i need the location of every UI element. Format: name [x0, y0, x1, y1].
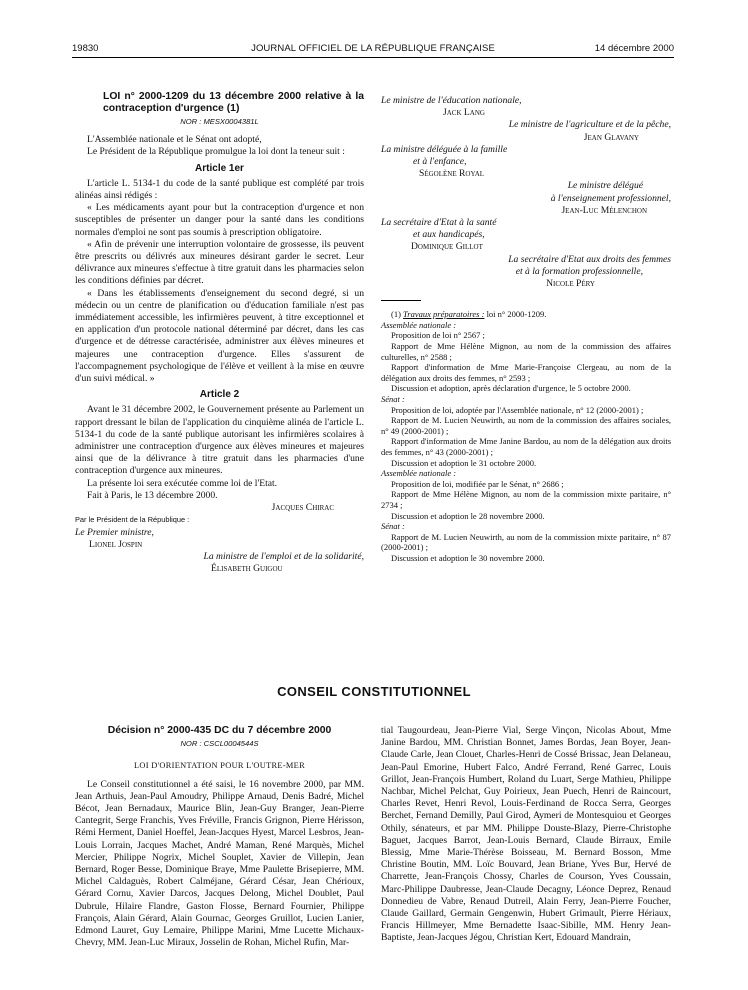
education-minister-title: Le ministre de l'éducation nationale, — [381, 95, 522, 106]
loi-column-left — [75, 91, 364, 575]
enseignement-minister-name: Jean-Luc Mélenchon — [561, 204, 647, 216]
notes-entry: Rapport de Mme Hélène Mignon, au nom de la commission des affaires culturelles, n° 2588 ; — [381, 341, 671, 362]
page-header — [72, 43, 674, 57]
conseil-heading: CONSEIL CONSTITUTIONNEL — [277, 684, 471, 699]
header-date: 14 décembre 2000 — [594, 43, 674, 54]
notes-entry: Rapport de M. Lucien Neuwirth, au nom de la commission des affaires sociales, n° 49 (2000-2001) ; — [381, 415, 671, 436]
emploi-minister-title: La ministre de l'emploi et de la solidarité, — [203, 550, 364, 562]
notes-section-heading: Sénat : — [381, 521, 405, 532]
article-1-para: « Dans les établissements d'enseignement du second degré, si un médecin ou un centre de planification ou d'éducation familiale n'est pas immédiatement accessible, les infirmières peuvent, à titre exceptionnel et en application d'un protocole national déterminé par décret, dans les cas d'urgence et de détresse caractérisée, administrer aux élèves mineures et majeures une contraception d'urgence. Elles s'assurent de l'accompagnement psychologique de l'élève et veillent à la mise en œuvre d'un suivi médical. » — [75, 287, 364, 385]
notes-section-heading: Assemblée nationale : — [381, 319, 457, 330]
notes-entry: Proposition de loi, modifiée par le Sénat, n° 2686 ; — [391, 478, 564, 489]
loi-intro-1: L'Assemblée nationale et le Sénat ont adopté, — [87, 134, 262, 146]
pm-name: Lionel Jospin — [89, 538, 143, 550]
agriculture-minister-name: Jean Glavany — [583, 131, 639, 143]
par-le-president: Par le Président de la République : — [75, 515, 190, 525]
notes-entry: Rapport de Mme Hélène Mignon, au nom de la commission mixte paritaire, n° 2734 ; — [381, 489, 671, 510]
sante-secretary-name: Dominique Gillot — [411, 241, 483, 253]
decision-text-left: Le Conseil constitutionnel a été saisi, le 16 novembre 2000, par MM. Jean Arthuis, Jean-Paul Amoudry, Philippe Arnaud, Denis Badré, Michel Bécot, Jean Bernadaux, Maurice Blin, Jean-Guy Branger, Jean-Pierre Cantegrit, Serge Franchis, Yves Fréville, Francis Grignon, Pierre Hérisson, Rémi Herment, Daniel Hoeffel, Jean-Jacques Hyest, Marcel Lesbros, Jean-Louis Lorrain, Jacques Machet, André Maman, René Marquès, Michel Mercier, Philippe Nogrix, Michel Souplet, Xavier de Villepin, Jean Bernard, Roger Besse, Dominique Braye, Mme Paulette Brisepierre, MM. Michel Caldaguès, Robert Calméjane, Gérard César, Jean Chérioux, Gérard Cornu, Xavier Darcos, Jacques Delong, Michel Doublet, Paul Dubrule, Hilaire Flandre, Gaston Flosse, Bernard Fournier, Philippe François, Alain Gérard, Alain Gournac, Georges Gruillot, Lucien Lanier, Edmond Lauret, Guy Lemaire, Philippe Marini, Mme Lucette Michaux-Chevry, MM. Jean-Luc Miraux, Josselin de Rohan, Michel Rufin, Mar- — [75, 778, 364, 949]
sante-secretary-title: La secrétaire d'Etat à la santé — [381, 217, 497, 229]
droits-secretary-title: La secrétaire d'Etat aux droits des femmes — [508, 253, 671, 265]
famille-minister-name: Ségolène Royal — [419, 168, 485, 180]
notes-entry: Discussion et adoption, après déclaration d'urgence, le 5 octobre 2000. — [391, 383, 631, 394]
education-minister-name: Jack Lang — [443, 107, 485, 119]
famille-minister-title: La ministre déléguée à la famille — [381, 143, 508, 155]
notes-section-heading: Assemblée nationale : — [381, 468, 457, 479]
page-number: 19830 — [72, 43, 99, 54]
notes-entry: Proposition de loi, adoptée par l'Assemblée nationale, n° 12 (2000-2001) ; — [391, 404, 644, 415]
loi-column-right — [381, 95, 671, 564]
done-at: Fait à Paris, le 13 décembre 2000. — [87, 489, 218, 501]
enseignement-minister-title-2: à l'enseignement professionnel, — [550, 192, 671, 204]
pm-title: Le Premier ministre, — [75, 526, 154, 538]
loi-intro-2: Le Président de la République promulgue la loi dont la teneur suit : — [87, 146, 345, 158]
decision-column-right — [381, 725, 671, 945]
article-1-para: « Afin de prévenir une interruption volontaire de grossesse, ils peuvent être prescrits ou délivrés aux mineures désirant garder le secret. Leur délivrance aux mineures s'effectue à titre gratuit dans les pharmacies selon les conditions définies par décret. — [75, 238, 364, 287]
decision-subject: LOI D'ORIENTATION POUR L'OUTRE-MER — [134, 761, 305, 771]
famille-minister-title-2: et à l'enfance, — [413, 156, 467, 168]
enseignement-minister-title: Le ministre délégué — [567, 180, 643, 192]
emploi-minister-name: Élisabeth Guigou — [211, 563, 283, 575]
notes-entry: Proposition de loi n° 2567 ; — [391, 330, 485, 341]
droits-secretary-title-2: et à la formation professionnelle, — [515, 265, 643, 277]
article-1-heading: Article 1er — [195, 162, 244, 174]
notes-entry: Discussion et adoption le 30 novembre 2000. — [391, 552, 545, 563]
notes-entry: Rapport d'information de Mme Marie-Françoise Clergeau, au nom de la délégation aux droits des femmes, n° 2593 ; — [381, 362, 671, 383]
journal-title: JOURNAL OFFICIEL DE LA RÉPUBLIQUE FRANÇAISE — [251, 43, 495, 54]
notes-separator — [381, 300, 421, 301]
decision-title: Décision n° 2000-435 DC du 7 décembre 2000 — [107, 725, 332, 736]
notes-entry: Rapport d'information de Mme Janine Bardou, au nom de la délégation aux droits des femmes, n° 43 (2000-2001) ; — [381, 436, 671, 457]
article-1-para: « Les médicaments ayant pour but la contraception d'urgence et non susceptibles de présenter un danger pour la santé dans les conditions normales d'emploi ne sont pas soumis à prescription obligatoire. — [75, 202, 364, 238]
droits-secretary-name: Nicole Péry — [546, 278, 595, 290]
decision-nor: NOR : CSCL0004544S — [180, 739, 259, 749]
notes-entry: Discussion et adoption le 31 octobre 2000. — [391, 457, 537, 468]
article-1-para: L'article L. 5134-1 du code de la santé publique est complété par trois alinéas ainsi rédigés : — [75, 177, 364, 202]
loi-title: LOI n° 2000-1209 du 13 décembre 2000 relative à la contraception d'urgence (1) — [103, 91, 364, 114]
decision-column-left — [75, 725, 364, 949]
header-rule — [72, 57, 674, 58]
sante-secretary-title-2: et aux handicapés, — [413, 229, 485, 241]
loi-nor: NOR : MESX0004381L — [180, 117, 259, 126]
notes-entry: Discussion et adoption le 28 novembre 2000. — [391, 510, 545, 521]
notes-section-heading: Sénat : — [381, 394, 405, 404]
agriculture-minister-title: Le ministre de l'agriculture et de la pêche, — [508, 119, 671, 131]
article-2-heading: Article 2 — [199, 389, 240, 401]
notes-entry: Rapport de M. Lucien Neuwirth, au nom de la commission mixte paritaire, n° 87 (2000-2001) ; — [381, 531, 671, 553]
decision-text-right: tial Taugourdeau, Jean-Pierre Vial, Serge Vinçon, Nicolas About, Mme Janine Bardou, MM. Christian Bonnet, James Bordas, Jean Boyer, Jean-Claude Carle, Jean Clouet, Charles-Henri de Cossé Brissac, Jean Delaneau, Jean-Paul Emorine, Hubert Falco, André Ferrand, René Garrec, Louis Grillot, Jean-François Humbert, Roland du Luart, Serge Mathieu, Philippe Nachbar, Michel Pelchat, Guy Poirieux, Jean Puech, Henri de Raincourt, Charles Revet, Henri Revol, Louis-Ferdinand de Rocca Serra, Georges Berchet, Fernand Demilly, Paul Girod, Aymeri de Montesquiou et Georges Othily, sénateurs, et par MM. Philippe Douste-Blazy, Pierre-Christophe Baguet, Jacques Barrot, Jean-Louis Bernard, Claude Birraux, Emile Blessig, Mme Marie-Thérèse Boisseau, M. Bernard Bosson, Mme Christine Boutin, MM. Loïc Bouvard, Jean Briane, Yves Bur, Hervé de Charrette, Jean-François Chossy, Charles de Courson, Yves Coussain, Marc-Philippe Daubresse, Jean-Claude Decagny, Léonce Deprez, Renaud Donnedieu de Vabre, Renaud Dutreil, Alain Ferry, Jean-Pierre Foucher, Claude Gaillard, Germain Gengenwin, Hubert Grimault, Pierre Hériaux, Francis Hillmeyer, Mme Bernadette Isaac-Sibille, MM. Henry Jean-Baptiste, Jean-Jacques Jégou, Christian Kert, Edouard Mandrain, — [381, 725, 671, 944]
president-signature: Jacques Chirac — [271, 502, 334, 514]
article-2-para: Avant le 31 décembre 2002, le Gouvernement présente au Parlement un rapport dressant le bilan de l'application du cinquième alinéa de l'article L. 5134-1 du code de la santé publique autorisant les infirmières scolaires à administrer une contraception d'urgence aux élèves mineures et majeures ainsi que de la délivrance à titre gratuit dans les pharmacies d'une contraception d'urgence aux mineures. — [75, 404, 364, 477]
notes-first-line: (1) Travaux préparatoires : loi n° 2000-1209. — [391, 309, 547, 320]
travaux-preparatoires — [381, 309, 671, 563]
article-2-para: La présente loi sera exécutée comme loi de l'Etat. — [87, 477, 278, 489]
